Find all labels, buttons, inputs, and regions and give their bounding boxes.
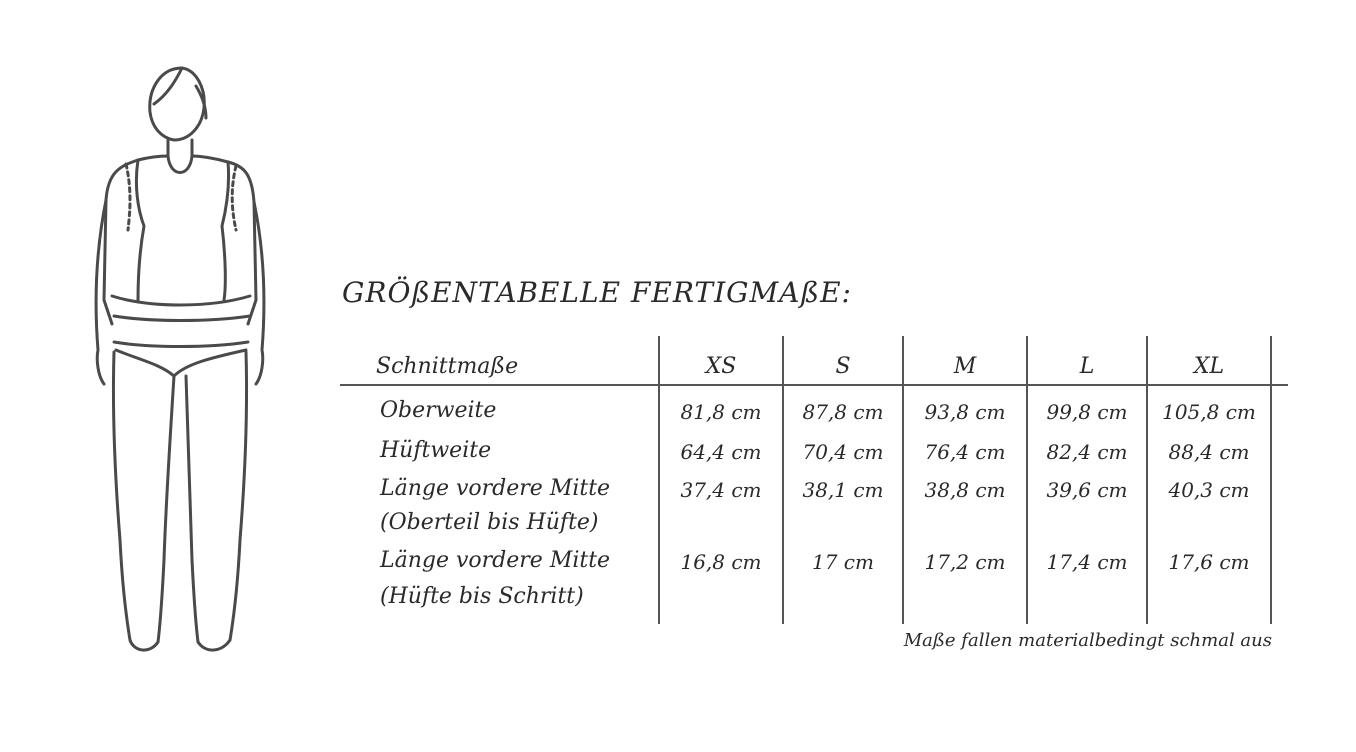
- figure-sketch: [90, 60, 270, 660]
- body-figure-illustration: [90, 60, 270, 660]
- row-label-hueftweite: Hüftweite: [380, 438, 492, 463]
- cell-laenge-schritt-l: 17,4 cm: [1046, 550, 1128, 574]
- cell-oberweite-s: 87,8 cm: [802, 400, 884, 424]
- material-note: Maße fallen materialbedingt schmal aus: [903, 630, 1272, 651]
- size-chart-title: GRÖßENTABELLE FERTIGMAßE:: [342, 276, 852, 309]
- cell-laenge-schritt-xl: 17,6 cm: [1168, 550, 1250, 574]
- cell-hueftweite-xs: 64,4 cm: [680, 440, 762, 464]
- cell-laenge-schritt-xs: 16,8 cm: [680, 550, 762, 574]
- cell-laenge-schritt-s: 17 cm: [812, 550, 874, 574]
- cell-oberweite-m: 93,8 cm: [924, 400, 1006, 424]
- cell-oberweite-xs: 81,8 cm: [680, 400, 762, 424]
- header-schnittmasse: Schnittmaße: [376, 354, 519, 379]
- size-table: [340, 336, 1290, 626]
- cell-hueftweite-xl: 88,4 cm: [1168, 440, 1250, 464]
- cell-laenge-oberteil-s: 38,1 cm: [802, 478, 884, 502]
- cell-oberweite-xl: 105,8 cm: [1162, 400, 1256, 424]
- cell-hueftweite-m: 76,4 cm: [924, 440, 1006, 464]
- row-sublabel-oberteil-bis-huefte: (Oberteil bis Hüfte): [380, 510, 599, 535]
- cell-laenge-oberteil-m: 38,8 cm: [924, 478, 1006, 502]
- cell-laenge-schritt-m: 17,2 cm: [924, 550, 1006, 574]
- header-size-l: L: [1079, 354, 1095, 379]
- row-sublabel-huefte-bis-schritt: (Hüfte bis Schritt): [380, 584, 584, 609]
- row-label-laenge-oberteil: Länge vordere Mitte: [380, 476, 611, 501]
- row-label-oberweite: Oberweite: [380, 398, 497, 423]
- header-size-m: M: [953, 354, 977, 379]
- header-size-xl: XL: [1193, 354, 1225, 379]
- cell-hueftweite-s: 70,4 cm: [802, 440, 884, 464]
- cell-laenge-oberteil-xl: 40,3 cm: [1168, 478, 1250, 502]
- column-divider: [1270, 336, 1272, 624]
- header-size-xs: XS: [705, 354, 737, 379]
- row-label-laenge-schritt: Länge vordere Mitte: [380, 548, 611, 573]
- cell-laenge-oberteil-xs: 37,4 cm: [680, 478, 762, 502]
- cell-laenge-oberteil-l: 39,6 cm: [1046, 478, 1128, 502]
- cell-hueftweite-l: 82,4 cm: [1046, 440, 1128, 464]
- cell-oberweite-l: 99,8 cm: [1046, 400, 1128, 424]
- header-size-s: S: [835, 354, 851, 379]
